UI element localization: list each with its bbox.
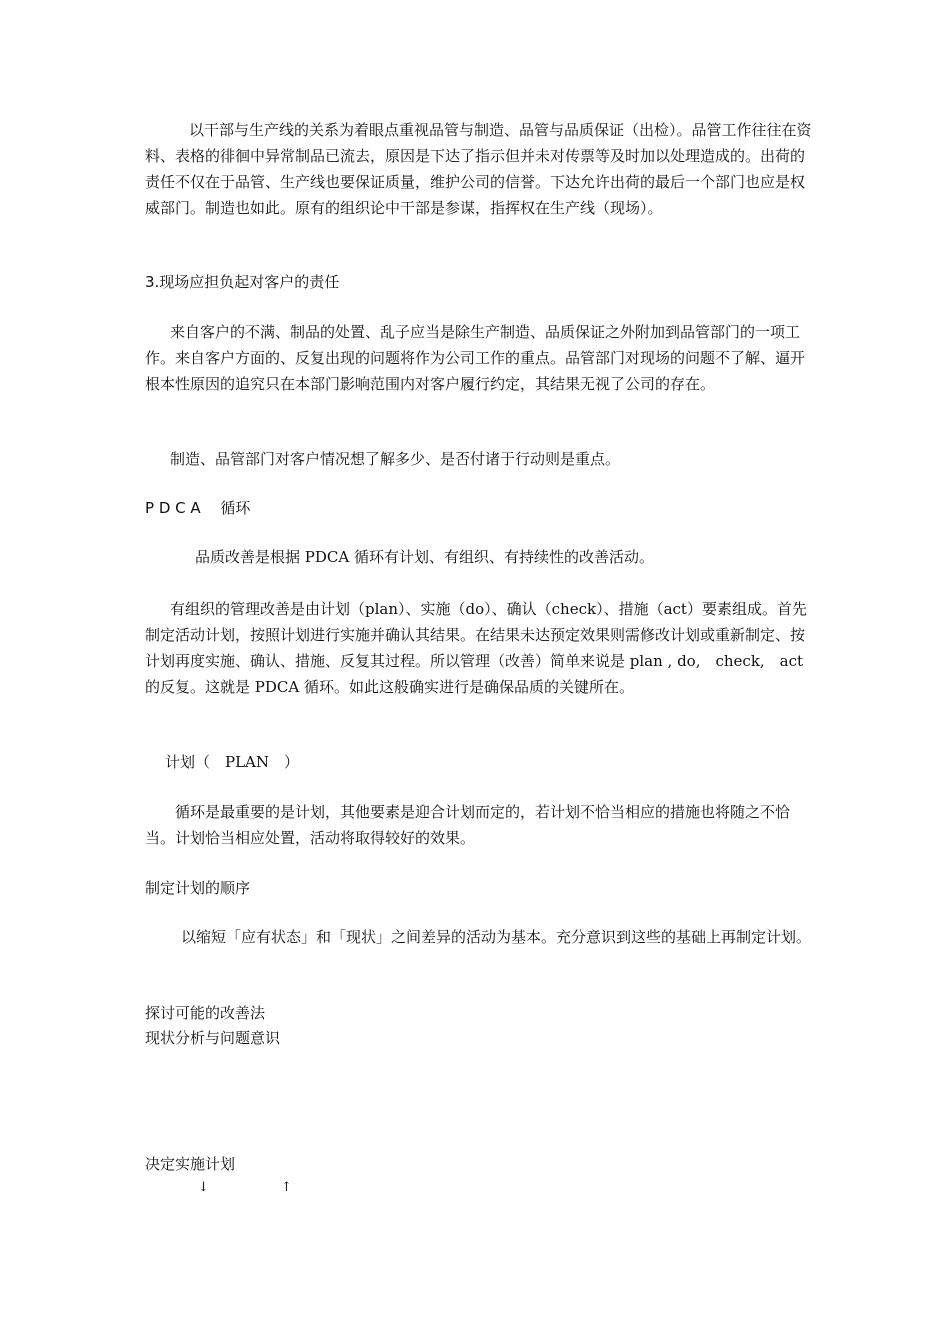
paragraph-plan-basis: 以缩短「应有状态」和「现状」之间差异的活动为基本。充分意识到这些的基础上再制定计划。 — [181, 928, 812, 946]
list-item-improvement-methods: 探讨可能的改善法 — [145, 1004, 266, 1022]
section-heading-customer-responsibility: 3.现场应担负起对客户的责任 — [145, 273, 340, 291]
plan-order-heading: 制定计划的顺序 — [145, 879, 251, 897]
arrow-down-icon: ↓ — [198, 1180, 209, 1195]
list-item-implementation-plan: 决定实施计划 — [145, 1155, 236, 1173]
paragraph-quality-control-relations: 以干部与生产线的关系为着眼点重视品管与制造、品管与品质保证（出检）。品管工作往往在资料、表格的徘徊中异常制品已流去，原因是下达了指示但并未对传票等及时加以处理造成的。出荷的责任不仅在于品管、生产线也要保证质量，维护公司的信誉。下达允许出荷的最后一个部门也应是权威部门。制造也如此。原有的组织论中干部是参谋，指挥权在生产线（现场）。 — [145, 121, 812, 217]
paragraph-pdca-definition: 品质改善是根据 PDCA 循环有计划、有组织、有持续性的改善活动。 — [195, 548, 654, 566]
arrow-up-icon: ↑ — [281, 1180, 292, 1195]
paragraph-plan-importance: 循环是最重要的是计划，其他要素是迎合计划而定的，若计划不恰当相应的措施也将随之不恰当。计划恰当相应处置，活动将取得较好的效果。 — [145, 803, 791, 847]
list-item-status-analysis: 现状分析与问题意识 — [145, 1029, 281, 1047]
paragraph-customer-focus: 制造、品管部门对客户情况想了解多少、是否付诸于行动则是重点。 — [170, 450, 621, 468]
paragraph-customer-complaints: 来自客户的不满、制品的处置、乱子应当是除生产制造、品质保证之外附加到品管部门的一项工作。来自客户方面的、反复出现的问题将作为公司工作的重点。品管部门对现场的问题不了解、逼开根本性原因的追究只在本部门影响范围内对客户履行约定，其结果无视了公司的存在。 — [145, 323, 806, 393]
plan-heading: 计划（ PLAN ） — [165, 753, 300, 771]
paragraph-pdca-elements: 有组织的管理改善是由计划（plan）、实施（do）、确认（check）、措施（act）要素组成。首先制定活动计划，按照计划进行实施并确认其结果。在结果未达预定效果则需修改计划或重新制定、按计划再度实施、确认、措施、反复其过程。所以管理（改善）简单来说是 plan , do, check, act 的反复。这就是 PDCA 循环。如此这般确实进行是确保品质的关键所在。 — [145, 600, 807, 696]
pdca-title: P D C A 循环 — [145, 499, 251, 517]
